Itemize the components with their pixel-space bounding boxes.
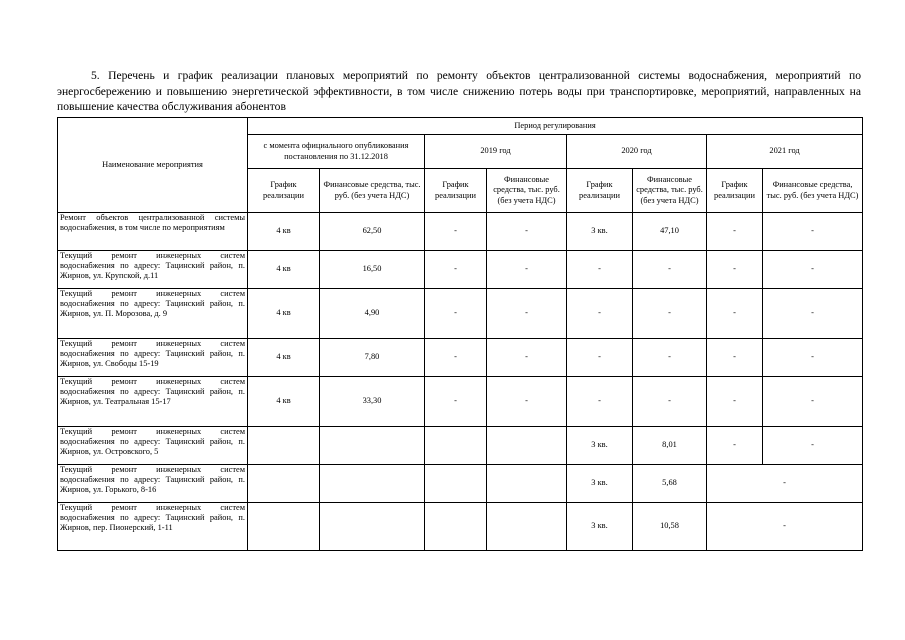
activity-name: Текущий ремонт инженерных систем водоснабжения по адресу: Тацинский район, п. Жирнов, ул. Островского, 5 [58,427,248,465]
header-schedule: График реализации [707,169,763,213]
cell [487,503,567,551]
cell: - [707,213,763,251]
header-finance: Финансовые средства, тыс. руб. (без учета НДС) [633,169,707,213]
header-period: Период регулирования [248,118,863,135]
cell: - [707,377,763,427]
activity-name: Текущий ремонт инженерных систем водоснабжения по адресу: Тацинский район, п. Жирнов, ул. Крупской, д.11 [58,251,248,289]
cell: - [633,339,707,377]
cell: - [487,377,567,427]
cell: - [567,339,633,377]
cell: 10,58 [633,503,707,551]
header-period-2018: с момента официального опубликования постановления по 31.12.2018 [248,135,425,169]
cell: - [763,377,863,427]
cell: - [487,339,567,377]
header-period-2021: 2021 год [707,135,863,169]
cell [248,427,320,465]
table-row [58,339,863,377]
header-finance: Финансовые средства, тыс. руб. (без учета НДС) [320,169,425,213]
cell: - [425,289,487,339]
cell [248,503,320,551]
cell: 7,80 [320,339,425,377]
header-period-2020: 2020 год [567,135,707,169]
header-finance: Финансовые средства, тыс. руб. (без учета НДС) [487,169,567,213]
cell [248,465,320,503]
activities-table [57,117,863,551]
header-finance: Финансовые средства, тыс. руб. (без учета НДС) [763,169,863,213]
cell: - [633,377,707,427]
cell: - [763,251,863,289]
table-row [58,289,863,339]
header-activity-name: Наименование мероприятия [58,118,248,213]
header-period-2019: 2019 год [425,135,567,169]
activity-name: Текущий ремонт инженерных систем водоснабжения по адресу: Тацинский район, п. Жирнов, ул. Горького, 8-16 [58,465,248,503]
table-row [58,465,863,503]
cell [320,503,425,551]
cell: - [763,213,863,251]
cell: 16,50 [320,251,425,289]
activity-name: Ремонт объектов централизованной системы водоснабжения, в том числе по мероприятиям [58,213,248,251]
cell [425,427,487,465]
heading-text: 5. Перечень и график реализации плановых мероприятий по ремонту объектов централизованной системы водоснабжения, мероприятий по энергосбережению и повышению энергетической эффективности, в том числе снижению потерь воды при транспортировке, мероприятий, направленных на повышение качества обслуживания абонентов [57,69,861,113]
cell [487,427,567,465]
cell: 4 кв [248,339,320,377]
cell: - [763,427,863,465]
cell [320,427,425,465]
cell: - [707,465,863,503]
cell: - [487,289,567,339]
table-row [58,251,863,289]
cell: - [763,289,863,339]
cell: - [707,251,763,289]
cell: 4,90 [320,289,425,339]
table-row [58,377,863,427]
cell [425,503,487,551]
cell: 3 кв. [567,503,633,551]
cell: 4 кв [248,251,320,289]
activity-name: Текущий ремонт инженерных систем водоснабжения по адресу: Тацинский район, п. Жирнов, ул. П. Морозова, д. 9 [58,289,248,339]
cell: 3 кв. [567,427,633,465]
cell: - [425,339,487,377]
table-row [58,213,863,251]
cell: - [633,289,707,339]
cell: - [425,213,487,251]
cell: - [707,503,863,551]
activity-name: Текущий ремонт инженерных систем водоснабжения по адресу: Тацинский район, п. Жирнов, пер. Пионерский, 1-11 [58,503,248,551]
cell [487,465,567,503]
cell: - [707,289,763,339]
cell: - [567,251,633,289]
cell: - [425,377,487,427]
cell: - [567,377,633,427]
cell: 62,50 [320,213,425,251]
header-schedule: График реализации [567,169,633,213]
header-schedule: График реализации [248,169,320,213]
header-schedule: График реализации [425,169,487,213]
table-row [58,503,863,551]
activity-name: Текущий ремонт инженерных систем водоснабжения по адресу: Тацинский район, п. Жирнов, ул. Театральная 15-17 [58,377,248,427]
cell: 47,10 [633,213,707,251]
cell: 4 кв [248,213,320,251]
cell: - [633,251,707,289]
cell: - [567,289,633,339]
cell: 8,01 [633,427,707,465]
cell: - [487,251,567,289]
cell: 5,68 [633,465,707,503]
cell: 4 кв [248,377,320,427]
cell: - [425,251,487,289]
document-heading [57,68,861,115]
header-row-1 [58,118,863,135]
cell: 4 кв [248,289,320,339]
cell: 3 кв. [567,465,633,503]
cell [425,465,487,503]
cell: - [487,213,567,251]
cell: - [707,427,763,465]
cell: - [707,339,763,377]
table-row [58,427,863,465]
cell [320,465,425,503]
cell: - [763,339,863,377]
activity-name: Текущий ремонт инженерных систем водоснабжения по адресу: Тацинский район, п. Жирнов, ул. Свободы 15-19 [58,339,248,377]
cell: 33,30 [320,377,425,427]
cell: 3 кв. [567,213,633,251]
